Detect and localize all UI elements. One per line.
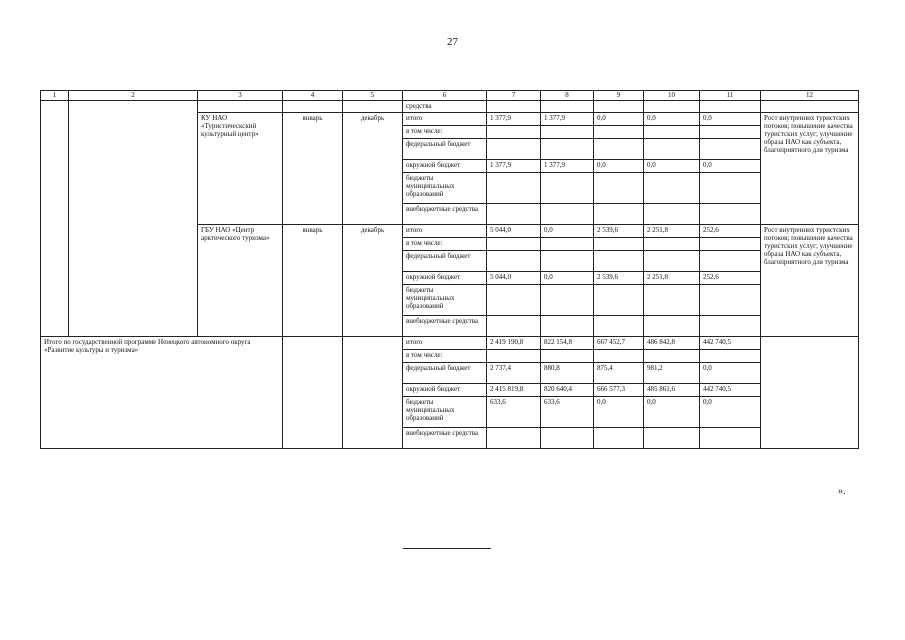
organization-name: ГБУ НАО «Центр арктического туризма»	[198, 225, 283, 337]
value-cell	[594, 316, 644, 337]
value-cell	[700, 316, 761, 337]
value-cell	[594, 350, 644, 363]
funding-type-cell: окружной бюджет	[403, 160, 487, 173]
value-cell	[487, 101, 541, 113]
value-cell	[541, 101, 594, 113]
value-cell	[487, 139, 541, 160]
value-cell	[700, 350, 761, 363]
value-cell: 822 154,8	[541, 337, 594, 350]
value-cell	[594, 204, 644, 225]
value-cell	[594, 101, 644, 113]
value-cell: 875,4	[594, 363, 644, 384]
value-cell	[541, 238, 594, 251]
value-cell: 0,0	[594, 397, 644, 428]
funding-type-cell: в том числе:	[403, 238, 487, 251]
value-cell	[644, 238, 700, 251]
column-number-11: 11	[700, 91, 761, 101]
value-cell	[700, 285, 761, 316]
value-cell	[700, 238, 761, 251]
value-cell	[594, 126, 644, 139]
value-cell	[700, 428, 761, 449]
value-cell: 0,0	[541, 272, 594, 285]
value-cell	[487, 251, 541, 272]
value-cell	[644, 101, 700, 113]
cell-col5	[343, 101, 403, 113]
value-cell	[644, 139, 700, 160]
value-cell	[594, 139, 644, 160]
value-cell: 2 251,8	[644, 272, 700, 285]
funding-type-cell: внебюджетные средства	[403, 204, 487, 225]
value-cell	[487, 173, 541, 204]
value-cell: 2 415 819,8	[487, 384, 541, 397]
funding-type-cell: окружной бюджет	[403, 272, 487, 285]
value-cell: 666 577,3	[594, 384, 644, 397]
organization-name: КУ НАО «Туристическский культурный центр»	[198, 113, 283, 225]
value-cell: 0,0	[700, 363, 761, 384]
value-cell: 880,8	[541, 363, 594, 384]
value-cell: 0,0	[644, 113, 700, 126]
cell-col12	[761, 337, 859, 449]
value-cell: 1 377,9	[487, 113, 541, 126]
value-cell: 2 419 190,8	[487, 337, 541, 350]
value-cell	[541, 126, 594, 139]
value-cell: 0,0	[594, 113, 644, 126]
continued-row	[41, 101, 859, 113]
funding-type-cell: итого	[403, 225, 487, 238]
value-cell	[594, 238, 644, 251]
end-month: декабрь	[343, 225, 403, 337]
value-cell	[487, 204, 541, 225]
value-cell: 5 044,0	[487, 272, 541, 285]
value-cell: 252,6	[700, 225, 761, 238]
cell-col12	[761, 101, 859, 113]
funding-type-cell: итого	[403, 337, 487, 350]
cell-col4	[283, 337, 343, 449]
value-cell: 0,0	[644, 160, 700, 173]
value-cell	[644, 173, 700, 204]
cell-col5	[343, 337, 403, 449]
value-cell	[594, 428, 644, 449]
funding-type-cell: бюджеты муниципальных образований	[403, 173, 487, 204]
value-cell: 633,6	[541, 397, 594, 428]
value-cell	[594, 285, 644, 316]
cell-col1	[41, 101, 69, 337]
value-cell	[487, 316, 541, 337]
value-cell	[700, 139, 761, 160]
value-cell	[594, 251, 644, 272]
value-cell	[594, 173, 644, 204]
closing-quote-mark: ».	[838, 486, 846, 497]
end-month: декабрь	[343, 113, 403, 225]
funding-type-cell: внебюджетные средства	[403, 316, 487, 337]
start-month: январь	[283, 225, 343, 337]
value-cell	[700, 204, 761, 225]
value-cell	[700, 251, 761, 272]
value-cell: 0,0	[700, 113, 761, 126]
value-cell	[700, 173, 761, 204]
value-cell	[541, 350, 594, 363]
funding-type-cell: федеральный бюджет	[403, 251, 487, 272]
column-number-8: 8	[541, 91, 594, 101]
value-cell: 1 377,9	[541, 160, 594, 173]
header-row	[41, 91, 859, 101]
value-cell: 633,6	[487, 397, 541, 428]
funding-type-cell: федеральный бюджет	[403, 139, 487, 160]
page-number: 27	[447, 36, 458, 48]
cell-col3	[198, 101, 283, 113]
value-cell: 0,0	[644, 397, 700, 428]
value-cell: 2 737,4	[487, 363, 541, 384]
expected-result: Рост внутренних туристских потоков; повышение качества туристских услуг; улучшение образа НАО как субъекта, благоприятного для туризма	[761, 113, 859, 225]
funding-type-cell: внебюджетные средства	[403, 428, 487, 449]
value-cell	[541, 428, 594, 449]
value-cell: 0,0	[700, 160, 761, 173]
program-total-label: Итого по государственной программе Ненецкого автономного округа «Развитие культуры и туризма»	[41, 337, 283, 449]
value-cell	[541, 316, 594, 337]
value-cell: 5 044,0	[487, 225, 541, 238]
expected-result: Рост внутренних туристских потоков; повышение качества туристских услуг; улучшение образа НАО как субъекта, благоприятного для туризма	[761, 225, 859, 337]
funding-type-cell: бюджеты муниципальных образований	[403, 285, 487, 316]
funding-type-cell: средства	[403, 101, 487, 113]
value-cell: 2 251,8	[644, 225, 700, 238]
column-number-1: 1	[41, 91, 69, 101]
total-row	[41, 337, 859, 350]
value-cell	[487, 285, 541, 316]
column-number-5: 5	[343, 91, 403, 101]
value-cell: 485 861,6	[644, 384, 700, 397]
cell-col2	[69, 101, 198, 337]
value-cell	[700, 101, 761, 113]
value-cell: 0,0	[541, 225, 594, 238]
funding-type-cell: окружной бюджет	[403, 384, 487, 397]
column-number-2: 2	[69, 91, 198, 101]
value-cell	[644, 350, 700, 363]
value-cell	[487, 350, 541, 363]
value-cell	[700, 126, 761, 139]
funding-type-cell: итого	[403, 113, 487, 126]
value-cell	[644, 126, 700, 139]
value-cell	[541, 251, 594, 272]
column-number-4: 4	[283, 91, 343, 101]
column-number-10: 10	[644, 91, 700, 101]
value-cell	[644, 316, 700, 337]
program-table	[40, 90, 859, 449]
funding-type-cell: бюджеты муниципальных образований	[403, 397, 487, 428]
value-cell: 0,0	[594, 160, 644, 173]
value-cell: 1 377,9	[541, 113, 594, 126]
value-cell	[541, 285, 594, 316]
column-number-3: 3	[198, 91, 283, 101]
value-cell: 252,6	[700, 272, 761, 285]
value-cell: 486 842,8	[644, 337, 700, 350]
value-cell: 981,2	[644, 363, 700, 384]
value-cell: 2 539,6	[594, 272, 644, 285]
value-cell	[644, 285, 700, 316]
footer-separator-line	[403, 548, 491, 549]
column-number-7: 7	[487, 91, 541, 101]
value-cell	[541, 139, 594, 160]
column-number-12: 12	[761, 91, 859, 101]
value-cell: 1 377,9	[487, 160, 541, 173]
value-cell	[541, 173, 594, 204]
funding-type-cell: в том числе:	[403, 350, 487, 363]
value-cell	[487, 238, 541, 251]
cell-col4	[283, 101, 343, 113]
value-cell	[487, 126, 541, 139]
value-cell: 442 740,5	[700, 384, 761, 397]
value-cell: 442 740,5	[700, 337, 761, 350]
value-cell	[541, 204, 594, 225]
value-cell: 0,0	[700, 397, 761, 428]
column-number-6: 6	[403, 91, 487, 101]
value-cell	[644, 204, 700, 225]
value-cell: 2 539,6	[594, 225, 644, 238]
column-number-9: 9	[594, 91, 644, 101]
value-cell	[644, 251, 700, 272]
value-cell	[487, 428, 541, 449]
value-cell: 667 452,7	[594, 337, 644, 350]
start-month: январь	[283, 113, 343, 225]
value-cell: 820 640,4	[541, 384, 594, 397]
funding-type-cell: в том числе:	[403, 126, 487, 139]
funding-type-cell: федеральный бюджет	[403, 363, 487, 384]
value-cell	[644, 428, 700, 449]
